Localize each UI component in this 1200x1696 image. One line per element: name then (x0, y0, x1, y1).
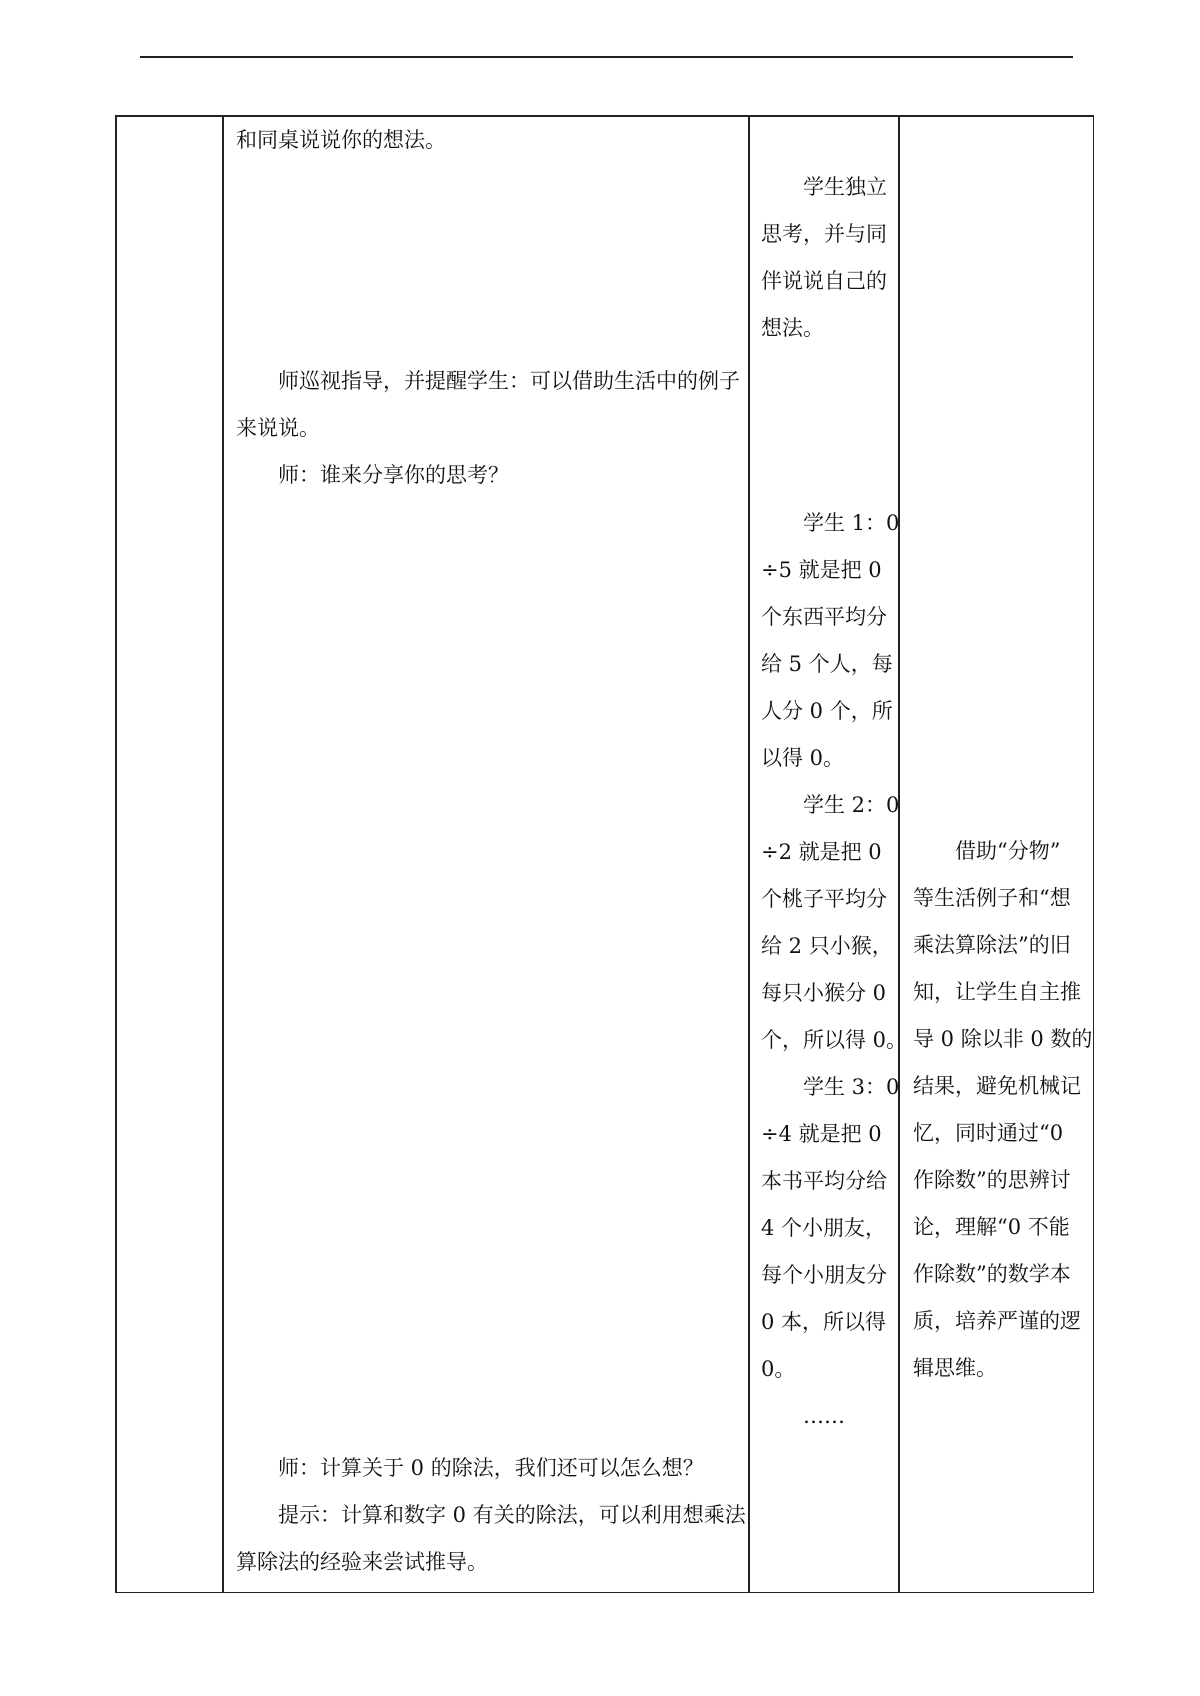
student-line: 个桃子平均分 (761, 887, 887, 911)
intent-line: 作除数”的思辨讨 (913, 1168, 1071, 1192)
intent-line: 借助“分物” (955, 839, 1061, 863)
student-line: 0。 (761, 1357, 796, 1381)
student-line: 每只小猴分 0 (761, 981, 887, 1005)
teacher-line: 算除法的经验来尝试推导。 (236, 1550, 488, 1574)
intent-line: 知，让学生自主推 (913, 980, 1081, 1004)
intent-line: 乘法算除法”的旧 (913, 933, 1071, 957)
student-line: ÷2 就是把 0 (761, 840, 882, 864)
student-line: 学生 1：0 (803, 511, 900, 535)
ellipsis: …… (803, 1404, 845, 1428)
student-line: 人分 0 个，所 (761, 699, 893, 723)
student-line: 每个小朋友分 (761, 1263, 887, 1287)
student-line: 思考，并与同 (761, 222, 887, 246)
column-divider-3 (898, 115, 900, 1593)
student-line: ÷4 就是把 0 (761, 1122, 882, 1146)
student-line: 4 个小朋友， (761, 1216, 887, 1240)
student-line: 个，所以得 0。 (761, 1028, 908, 1052)
table-bottom-border (115, 1592, 1094, 1594)
intent-line: 质，培养严谨的逻 (913, 1309, 1081, 1333)
table-right-border (1093, 115, 1095, 1593)
intent-line: 结果，避免机械记 (913, 1074, 1081, 1098)
teacher-line: 师：计算关于 0 的除法，我们还可以怎么想？ (278, 1456, 704, 1480)
intent-line: 论，理解“0 不能 (913, 1215, 1070, 1239)
table-left-border (115, 115, 117, 1593)
student-line: 想法。 (761, 316, 824, 340)
column-divider-2 (748, 115, 750, 1593)
intent-line: 导 0 除以非 0 数的 (913, 1027, 1093, 1051)
student-line: 学生独立 (803, 175, 887, 199)
column-divider-1 (222, 115, 224, 1593)
student-line: ÷5 就是把 0 (761, 558, 882, 582)
intent-line: 等生活例子和“想 (913, 886, 1071, 910)
student-line: 0 本，所以得 (761, 1310, 887, 1334)
student-line: 学生 2：0 (803, 793, 900, 817)
teacher-line: 师巡视指导，并提醒学生：可以借助生活中的例子 (278, 369, 740, 393)
student-line: 伴说说自己的 (761, 269, 887, 293)
teacher-line: 来说说。 (236, 416, 320, 440)
teacher-line: 和同桌说说你的想法。 (236, 128, 446, 152)
header-rule (140, 56, 1073, 58)
student-line: 给 2 只小猴， (761, 934, 893, 958)
student-line: 给 5 个人，每 (761, 652, 893, 676)
intent-line: 忆，同时通过“0 (913, 1121, 1064, 1145)
teacher-line: 师：谁来分享你的思考？ (278, 463, 509, 487)
teacher-line: 提示：计算和数字 0 有关的除法，可以利用想乘法 (278, 1503, 746, 1527)
intent-line: 作除数”的数学本 (913, 1262, 1071, 1286)
student-line: 以得 0。 (761, 746, 845, 770)
student-line: 本书平均分给 (761, 1169, 887, 1193)
intent-line: 辑思维。 (913, 1356, 997, 1380)
student-line: 学生 3：0 (803, 1075, 900, 1099)
student-line: 个东西平均分 (761, 605, 887, 629)
